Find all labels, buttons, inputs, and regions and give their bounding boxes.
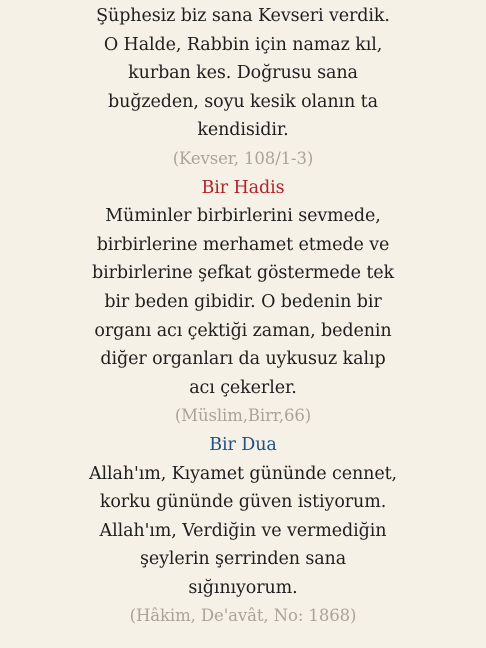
prayer-line: sığınıyorum. xyxy=(188,577,298,598)
hadith-line: acı çekerler. xyxy=(189,377,297,398)
hadith-section xyxy=(0,174,486,431)
verse-line: kurban kes. Doğrusu sana xyxy=(128,63,358,84)
prayer-citation: (Hâkim, De'avât, No: 1868) xyxy=(129,606,357,626)
prayer-line: şeylerin şerrinden sana xyxy=(139,549,347,570)
hadith-line: Müminler birbirlerini sevmede, xyxy=(105,206,381,227)
hadith-line: birbirlerine şefkat göstermede tek xyxy=(91,263,395,284)
verse-citation: (Kevser, 108/1-3) xyxy=(172,148,314,168)
hadith-line: bir beden gibidir. O bedenin bir xyxy=(104,291,382,312)
hadith-title: Bir Hadis xyxy=(201,177,285,198)
hadith-line: organı acı çektiği zaman, bedenin xyxy=(94,320,392,341)
hadith-line: diğer organları da uykusuz kalıp xyxy=(100,349,386,370)
prayer-line: korku gününde güven istiyorum. xyxy=(99,492,387,513)
verse-line: kendisidir. xyxy=(197,120,289,141)
hadith-citation: (Müslim,Birr,66) xyxy=(174,406,312,426)
hadith-line: birbirlerine merhamet etmede ve xyxy=(96,234,390,255)
prayer-section xyxy=(0,431,486,631)
prayer-title: Bir Dua xyxy=(209,434,277,455)
verse-line: buğzeden, soyu kesik olanın ta xyxy=(108,91,378,112)
verse-section xyxy=(0,2,486,174)
verse-line: Şüphesiz biz sana Kevseri verdik. xyxy=(96,6,390,26)
prayer-line: Allah'ım, Verdiğin ve vermediğin xyxy=(99,520,387,541)
prayer-line: Allah'ım, Kıyamet gününde cennet, xyxy=(89,463,397,484)
verse-line: O Halde, Rabbin için namaz kıl, xyxy=(103,34,383,55)
